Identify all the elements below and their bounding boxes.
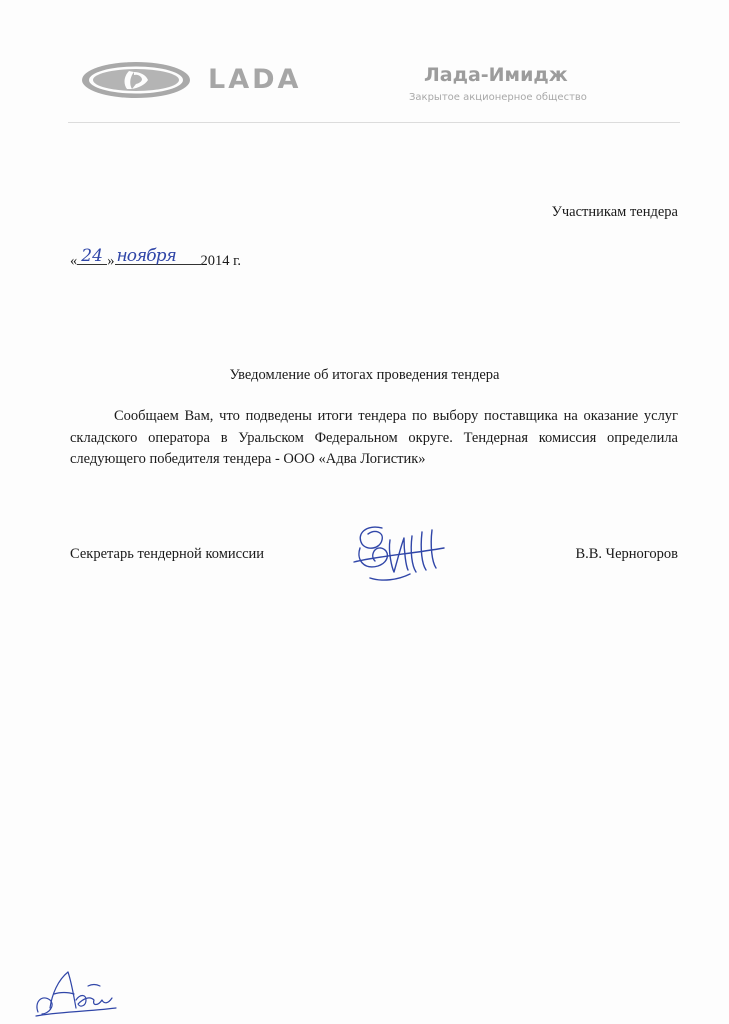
signer-name: В.В. Черногоров bbox=[575, 546, 678, 562]
addressee: Участникам тендера bbox=[551, 204, 678, 220]
date-open-quote: « bbox=[70, 253, 78, 269]
date-close-quote: » bbox=[107, 253, 115, 269]
initials-mark bbox=[28, 964, 124, 1020]
header-divider bbox=[68, 122, 680, 123]
date-month-handwritten: ноября bbox=[116, 246, 176, 266]
letter-body bbox=[70, 406, 678, 471]
lada-logo-icon bbox=[80, 60, 192, 100]
company-name: Лада-Имидж bbox=[424, 64, 568, 86]
date-year: 2014 г. bbox=[200, 253, 242, 269]
date-day-slot bbox=[77, 246, 107, 266]
letter-body-text: Сообщаем Вам, что подведены итоги тендера по выбору поставщика на оказание услуг складского оператора в Уральском Федеральном округе. Тендерная комиссия определила следующего победителя тендера - ООО «Адва Логистик» bbox=[70, 408, 678, 467]
signature-mark bbox=[348, 518, 460, 592]
date-day-handwritten: 24 bbox=[81, 246, 103, 266]
brand-name: LADA bbox=[208, 64, 302, 95]
signer-role: Секретарь тендерной комиссии bbox=[70, 546, 265, 562]
company-description: Закрытое акционерное общество bbox=[409, 92, 587, 103]
date-month-slot bbox=[115, 246, 201, 266]
letter-date bbox=[70, 246, 242, 270]
letter-title: Уведомление об итогах проведения тендера bbox=[229, 367, 500, 383]
